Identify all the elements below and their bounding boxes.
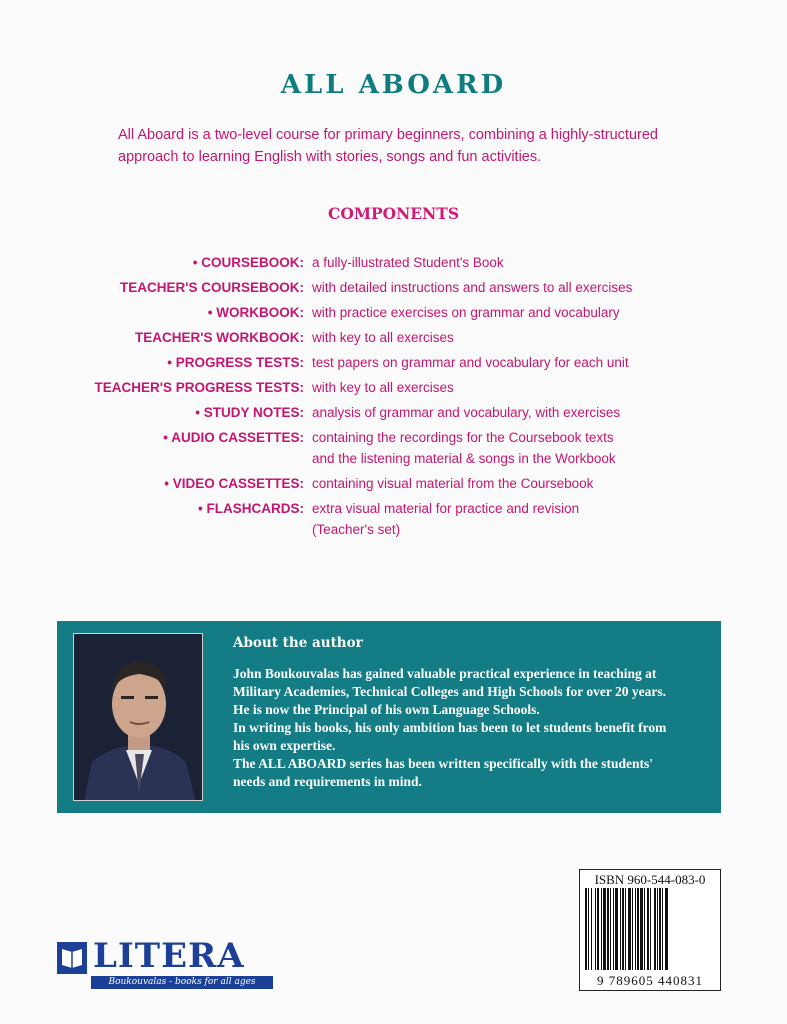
publisher-name: LITERA — [93, 936, 245, 976]
component-label: • WORKBOOK: — [207, 305, 304, 320]
component-row — [0, 402, 787, 423]
component-row — [0, 473, 787, 494]
component-label: • VIDEO CASSETTES: — [164, 476, 304, 491]
components-list — [0, 252, 787, 544]
component-description-line: containing visual material from the Coursebook — [312, 476, 594, 491]
author-bio-line: John Boukouvalas has gained valuable practical experience in teaching at — [233, 666, 657, 681]
components-heading: COMPONENTS — [327, 204, 460, 223]
component-description — [312, 302, 732, 323]
book-logo-icon — [57, 942, 87, 974]
author-portrait-graphic — [74, 634, 203, 801]
component-description — [312, 473, 732, 494]
component-description-line: test papers on grammar and vocabulary for each unit — [312, 355, 629, 370]
intro-line: All Aboard is a two-level course for primary beginners, combining a highly-structured — [118, 127, 658, 143]
component-description-line: with detailed instructions and answers to all exercises — [312, 280, 633, 295]
component-row — [0, 352, 787, 373]
component-label: • STUDY NOTES: — [195, 405, 304, 420]
component-label: TEACHER'S WORKBOOK: — [135, 330, 304, 345]
author-bio-line: his own expertise. — [233, 738, 336, 753]
component-description-line: (Teacher's set) — [312, 522, 401, 537]
author-bio-line: Military Academies, Technical Colleges and High Schools for over 20 years. — [233, 684, 666, 699]
component-description — [312, 252, 732, 273]
isbn-barcode — [579, 869, 721, 991]
component-description-line: with key to all exercises — [312, 380, 454, 395]
component-row — [0, 327, 787, 348]
component-description-line: containing the recordings for the Coursebook texts — [312, 430, 614, 445]
publisher-logo — [57, 936, 277, 988]
author-bio-line: The ALL ABOARD series has been written specifically with the students' — [233, 756, 654, 771]
component-row — [0, 252, 787, 273]
component-description-line: analysis of grammar and vocabulary, with exercises — [312, 405, 621, 420]
author-photo — [73, 633, 203, 801]
isbn-label: ISBN 960-544-083-0 — [594, 872, 706, 887]
component-description-line: with key to all exercises — [312, 330, 454, 345]
component-description — [312, 352, 732, 373]
component-description — [312, 402, 732, 423]
component-description — [312, 427, 732, 469]
component-description — [312, 377, 732, 398]
barcode-number: 9 789605 440831 — [597, 973, 703, 988]
component-description-line: and the listening material & songs in the Workbook — [312, 451, 616, 466]
publisher-tagline: Boukouvalas - books for all ages — [91, 976, 273, 989]
component-row — [0, 277, 787, 298]
intro-paragraph — [118, 124, 718, 168]
author-bio-line: In writing his books, his only ambition has been to let students benefit from — [233, 720, 667, 735]
component-description — [312, 277, 732, 298]
component-row — [0, 427, 787, 469]
author-bio-line: needs and requirements in mind. — [233, 774, 422, 789]
author-bio-line: He is now the Principal of his own Language Schools. — [233, 702, 540, 717]
component-description-line: with practice exercises on grammar and vocabulary — [312, 305, 620, 320]
component-label: • PROGRESS TESTS: — [167, 355, 304, 370]
component-row — [0, 302, 787, 323]
component-description-line: a fully-illustrated Student's Book — [312, 255, 504, 270]
component-row — [0, 498, 787, 540]
intro-line: approach to learning English with stories, songs and fun activities. — [118, 149, 542, 165]
component-label: • AUDIO CASSETTES: — [163, 430, 304, 445]
component-label: • COURSEBOOK: — [192, 255, 304, 270]
component-label: TEACHER'S COURSEBOOK: — [120, 280, 304, 295]
about-author-panel — [57, 621, 721, 813]
component-description — [312, 498, 732, 540]
component-description-line: extra visual material for practice and revision — [312, 501, 580, 516]
page-title: ALL ABOARD — [280, 70, 507, 100]
author-heading: About the author — [233, 635, 363, 651]
barcode-bars — [585, 888, 715, 970]
component-description — [312, 327, 732, 348]
component-label: • FLASHCARDS: — [198, 501, 304, 516]
component-row — [0, 377, 787, 398]
author-bio — [233, 665, 709, 791]
component-label: TEACHER'S PROGRESS TESTS: — [94, 380, 304, 395]
